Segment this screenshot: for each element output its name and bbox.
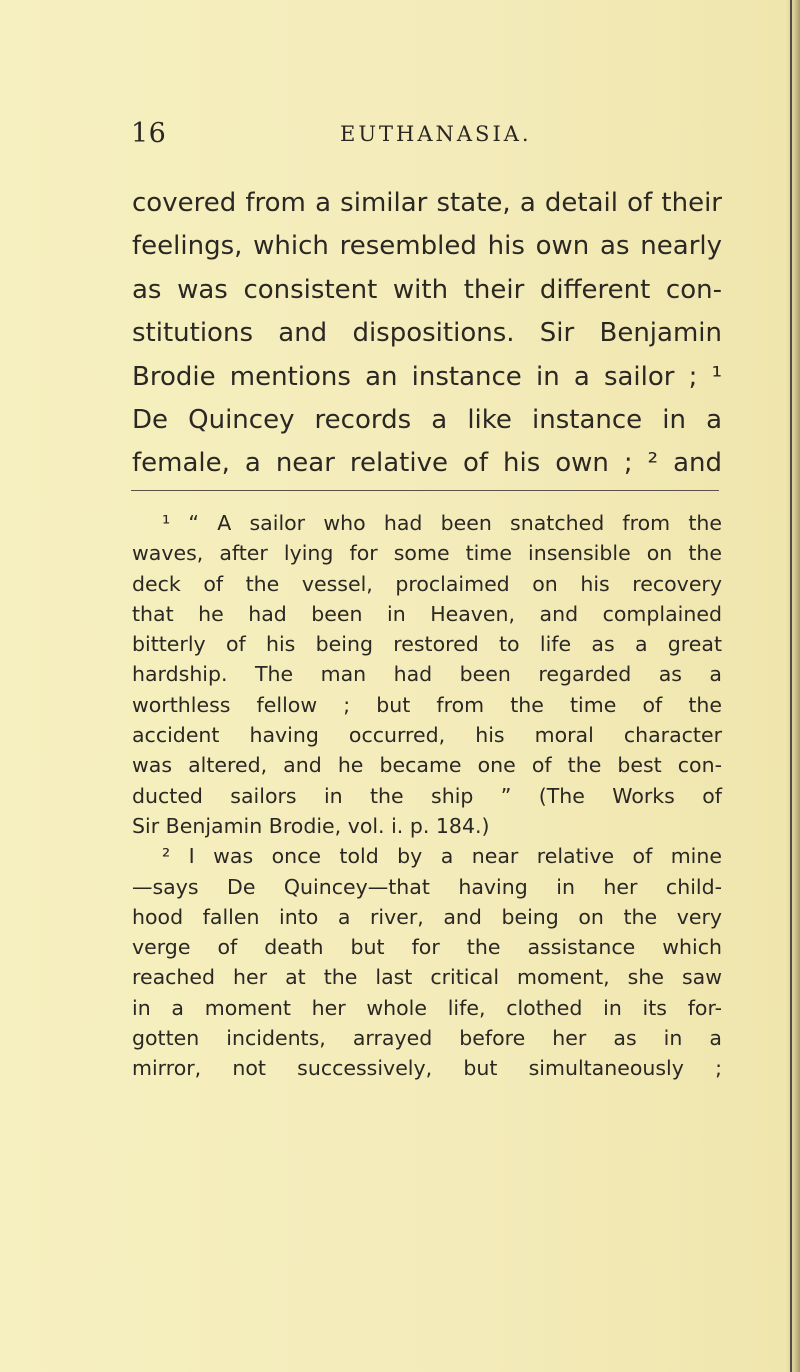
footnote-line: worthless fellow ; but from the time of the <box>132 692 722 717</box>
footnote-line: Sir Benjamin Brodie, vol. i. p. 184.) <box>132 813 490 838</box>
footnote-line: reached her at the last critical moment, she saw <box>132 965 722 990</box>
footnote-line: ² I was once told by a near relative of mine <box>162 844 722 869</box>
text-line: as was consistent with their different con- <box>132 274 722 305</box>
text-line: covered from a similar state, a detail of their <box>132 188 722 218</box>
footnote-line: accident having occurred, his moral character <box>132 723 722 748</box>
text-line: Brodie mentions an instance in a sailor ; ¹ <box>132 361 722 392</box>
page-number: 16 <box>131 118 167 149</box>
page-header <box>0 118 800 158</box>
footnote-line: —says De Quincey—that having in her child- <box>132 874 722 899</box>
footnote-line: deck of the vessel, proclaimed on his recovery <box>132 571 722 596</box>
footnote-line: gotten incidents, arrayed before her as in a <box>132 1026 722 1051</box>
page-edge-line <box>790 0 792 1372</box>
footnotes <box>132 508 722 1084</box>
footnote-line: that he had been in Heaven, and complained <box>132 601 722 626</box>
footnote-line: verge of death but for the assistance which <box>132 935 722 960</box>
footnote-line: ducted sailors in the ship ” (The Works of <box>132 783 722 808</box>
page-edge-shadow <box>786 0 800 1372</box>
footnote-line: in a moment her whole life, clothed in its for- <box>132 995 722 1020</box>
text-line: stitutions and dispositions. Sir Benjamin <box>132 318 722 349</box>
footnote-line: hood fallen into a river, and being on the very <box>132 904 722 929</box>
main-text <box>132 182 722 486</box>
footnote-line: ¹ “ A sailor who had been snatched from the <box>162 511 722 535</box>
text-line: female, a near relative of his own ; ² and <box>132 448 722 479</box>
footnote-line: bitterly of his being restored to life as a great <box>132 632 722 657</box>
running-title: EUTHANASIA. <box>340 122 532 146</box>
footnote-line: was altered, and he became one of the best con- <box>132 753 722 778</box>
footnote-line: mirror, not successively, but simultaneously ; <box>132 1056 722 1081</box>
footnote-line: waves, after lying for some time insensible on the <box>132 541 722 566</box>
text-line: feelings, which resembled his own as nearly <box>132 231 722 262</box>
footnote-line: hardship. The man had been regarded as a <box>132 662 722 687</box>
text-line: De Quincey records a like instance in a <box>132 405 722 436</box>
footnote-divider <box>131 490 719 491</box>
